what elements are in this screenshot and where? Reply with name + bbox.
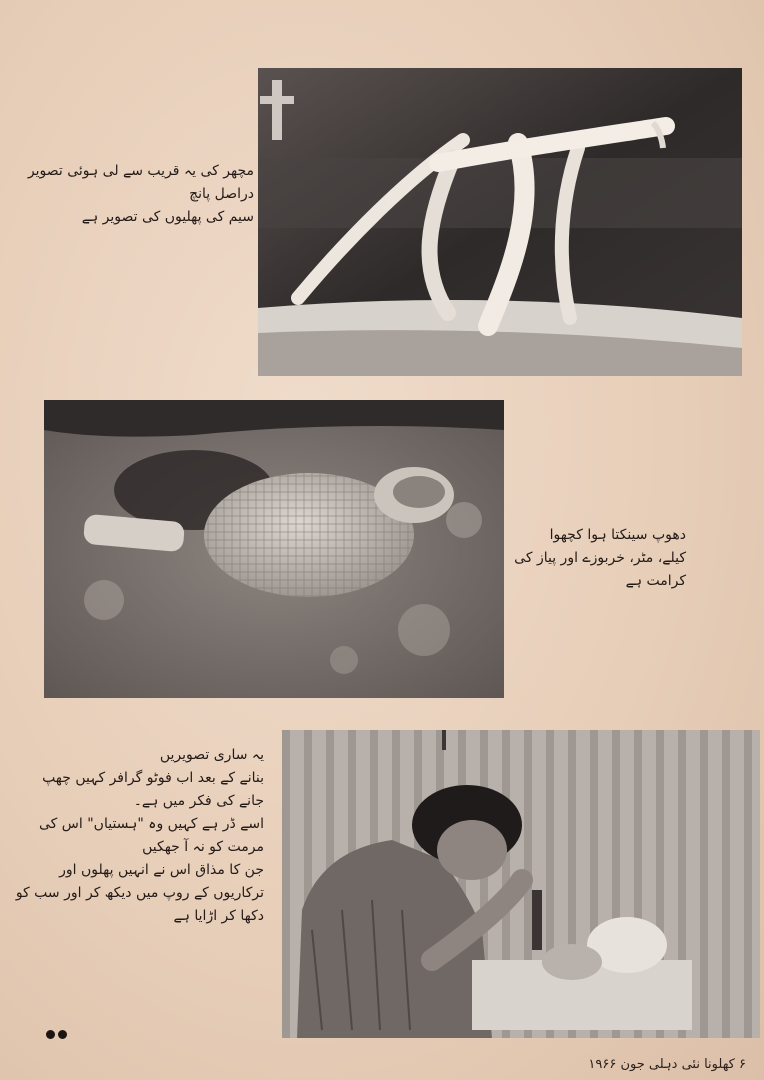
- photographer-photo: [282, 730, 760, 1038]
- photographer-image: [282, 730, 760, 1038]
- bean-pods-photo: [258, 68, 742, 376]
- dot-icon: [58, 1030, 67, 1039]
- photographer-caption-line-6: جن کا مذاق اس نے انہیں پھلوں اور: [59, 862, 264, 878]
- bean-caption-line-2: دراصل پانچ: [189, 186, 254, 202]
- photographer-caption: [16, 744, 264, 928]
- photographer-caption-line-2: بنانے کے بعد اب فوٹو گرافر کہیں چھپ: [42, 770, 264, 786]
- photographer-caption-line-4: اسے ڈر ہے کہیں وہ "ہستیاں" اس کی: [39, 816, 264, 832]
- photographer-caption-line-5: مرمت کو نہ آ جھکیں: [142, 839, 264, 855]
- melon-tortoise-caption: [514, 524, 686, 593]
- bean-pods-image: [258, 68, 742, 376]
- photographer-caption-line-3: جانے کی فکر میں ہے۔: [133, 793, 264, 809]
- page-footer: ۶ کھلونا نئی دہلی جون ۱۹۶۶: [588, 1057, 746, 1072]
- dot-icon: [46, 1030, 55, 1039]
- melon-tortoise-image: [44, 400, 504, 698]
- photographer-caption-line-1: یہ ساری تصویریں: [159, 747, 264, 763]
- tortoise-caption-line-3: کرامت ہے: [625, 573, 686, 589]
- photographer-caption-line-8: دکھا کر اڑایا ہے: [173, 908, 264, 924]
- bean-caption-line-3: سیم کی پھلیوں کی تصویر ہے: [81, 209, 254, 225]
- bean-pods-caption: [28, 160, 254, 229]
- bean-caption-line-1: مچھر کی یہ قریب سے لی ہوئی تصویر: [27, 163, 254, 179]
- tortoise-caption-line-2: کیلے، مٹر، خربوزے اور پیاز کی: [514, 550, 686, 566]
- melon-tortoise-photo: [44, 400, 504, 698]
- tortoise-caption-line-1: دھوپ سینکتا ہوا کچھوا: [549, 527, 686, 543]
- decorative-dots: [46, 1024, 70, 1043]
- photographer-caption-line-7: ترکاریوں کے روپ میں دیکھ کر اور سب کو: [15, 885, 264, 901]
